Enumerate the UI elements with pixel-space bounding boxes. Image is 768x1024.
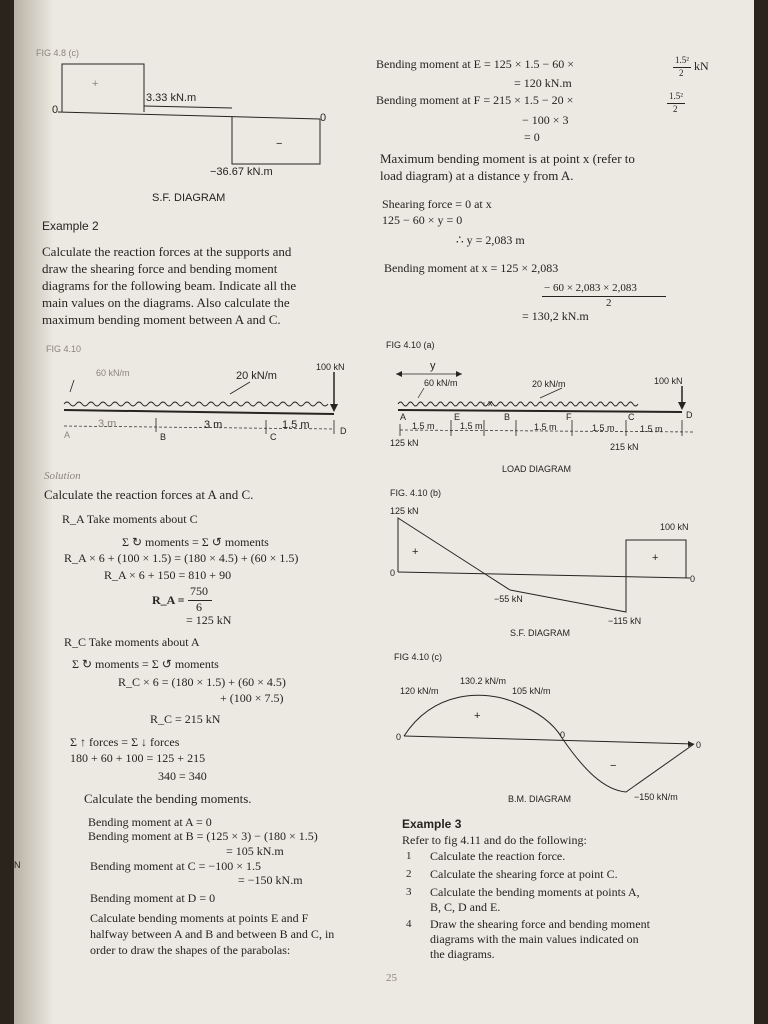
load-y-label: y — [430, 360, 436, 372]
point-label-c: C — [270, 432, 277, 442]
solution-intro: Calculate the reaction forces at A and C. — [44, 487, 254, 502]
frac-den: 6 — [196, 600, 202, 614]
dim-label: 1.5 m — [534, 422, 557, 432]
frac-den: 2 — [673, 104, 678, 114]
point-load-label: 100 kN — [316, 362, 345, 372]
sol-line: R_C × 6 = (180 × 1.5) + (60 × 4.5) — [118, 675, 286, 689]
fig-caption: B.M. DIAGRAM — [508, 794, 572, 804]
bm-f-line: Bending moment at F = 215 × 1.5 − 20 × — [376, 93, 574, 107]
sol-line: Bending moment at B = (125 × 3) − (180 × 1.5) — [88, 829, 318, 843]
sol-line: R_A × 6 + 150 = 810 + 90 — [104, 568, 232, 582]
sf-plus: + — [92, 78, 99, 90]
dim-label: 1.5 m — [640, 424, 663, 434]
sf-plus: + — [652, 552, 659, 564]
example-line: draw the shearing force and bending moment — [42, 261, 278, 276]
sol-line: order to draw the shapes of the parabolas: — [90, 943, 291, 957]
fig-label: FIG 4.10 (c) — [394, 652, 443, 662]
point-label-e: E — [454, 412, 461, 422]
dim-label: 3 m — [98, 418, 117, 430]
sf-minus: − — [276, 138, 283, 150]
bm-e-line: Bending moment at E = 125 × 1.5 − 60 × — [376, 57, 575, 71]
frac-num: 750 — [190, 584, 208, 598]
fig-label: FIG 4.8 (c) — [36, 48, 80, 58]
udl-label: 60 kN/m — [424, 378, 458, 388]
sf-zero-left: 0 — [390, 568, 396, 578]
sf-value-2: −36.67 kN.m — [210, 166, 273, 178]
sf-value-top: 125 kN — [390, 506, 419, 516]
bm-diagram-410c — [14, 0, 754, 1024]
fig-label: FIG 4.10 (a) — [386, 340, 435, 350]
sf-value-1: 3.33 kN.m — [146, 92, 197, 104]
sf-value-b: −55 kN — [494, 594, 523, 604]
sol-line: Calculate the bending moments. — [84, 791, 252, 806]
sol-line: + (100 × 7.5) — [220, 691, 284, 705]
sf-zero-right: 0 — [690, 574, 696, 584]
example-line: diagrams for the following beam. Indicate all the — [42, 278, 297, 293]
bm-f-line2: − 100 × 3 — [522, 113, 569, 127]
sol-line: 180 + 60 + 100 = 125 + 215 — [70, 751, 206, 765]
fig-caption: S.F. DIAGRAM — [152, 192, 226, 204]
sol-line: 340 = 340 — [158, 769, 207, 783]
list-number: 1 — [406, 850, 412, 862]
max-line: load diagram) at a distance y from A. — [380, 168, 574, 183]
frac-num: − 60 × 2,083 × 2,083 — [544, 282, 637, 294]
sf-zero-right: 0 — [320, 112, 327, 124]
list-number: 4 — [406, 918, 412, 930]
reaction-c: 215 kN — [610, 442, 639, 452]
sol-line: Σ ↻ moments = Σ ↺ moments — [72, 657, 219, 671]
sol-line: R_A × 6 + (100 × 1.5) = (180 × 4.5) + (60 × 1.5) — [64, 551, 299, 565]
dim-label: 1.5 m — [282, 419, 310, 431]
fig-caption: S.F. DIAGRAM — [510, 628, 571, 638]
udl-label: 20 kN/m — [532, 379, 566, 389]
sol-line: Σ ↑ forces = Σ ↓ forces — [70, 735, 180, 749]
bmx-line: Bending moment at x = 125 × 2,083 — [384, 261, 559, 275]
point-label-f: F — [566, 412, 572, 422]
sol-line: Bending moment at A = 0 — [88, 815, 212, 829]
bm-e-result: = 120 kN.m — [514, 76, 572, 90]
list-item: Calculate the bending moments at points A, — [430, 885, 640, 899]
point-label-c: C — [628, 412, 635, 422]
sol-line: R_A = — [152, 593, 185, 607]
sol-line: Bending moment at C = −100 × 1.5 — [90, 859, 261, 873]
sol-line: = 105 kN.m — [226, 844, 284, 858]
example-heading: Example 2 — [42, 219, 99, 233]
max-line: Maximum bending moment is at point x (refer to — [380, 151, 635, 166]
sf-value-right: 100 kN — [660, 522, 689, 532]
fig-caption: LOAD DIAGRAM — [502, 464, 572, 474]
sf-line: 125 − 60 × y = 0 — [382, 213, 463, 227]
frac-den: 2 — [606, 297, 612, 309]
sol-line: R_A Take moments about C — [62, 512, 198, 526]
sol-line: Calculate bending moments at points E and F — [90, 911, 309, 925]
margin-mark: N — [14, 860, 21, 870]
sol-line: R_C = 215 kN — [150, 712, 221, 726]
example-line: Calculate the reaction forces at the supports and — [42, 244, 292, 259]
sf-value-c: −115 kN — [608, 616, 642, 626]
fig-label: FIG 4.10 — [46, 344, 82, 354]
point-label-a: A — [64, 430, 71, 440]
point-label-b: B — [160, 432, 167, 442]
point-label-a: A — [400, 412, 407, 422]
point-load-label: 100 kN — [654, 376, 683, 386]
bm-value-1: 120 kN/m — [400, 686, 439, 696]
list-item: diagrams with the main values indicated on — [430, 932, 639, 946]
example-line: main values on the diagrams. Also calculate the — [42, 295, 290, 310]
point-label-d: D — [340, 426, 347, 436]
page-number: 25 — [386, 972, 397, 984]
bm-value-4: −150 kN/m — [634, 792, 678, 802]
list-item: the diagrams. — [430, 947, 495, 961]
sf-line: Shearing force = 0 at x — [382, 197, 492, 211]
frac-num: 1.5² — [669, 91, 683, 101]
textbook-page — [14, 0, 754, 1024]
reaction-a: 125 kN — [390, 438, 419, 448]
example-heading: Example 3 — [402, 817, 462, 831]
dim-label: 1.5 m — [412, 421, 435, 431]
list-item: B, C, D and E. — [430, 900, 501, 914]
bm-e-unit: kN — [694, 59, 709, 73]
point-label-d: D — [686, 410, 693, 420]
sf-line: ∴ y = 2,083 m — [456, 233, 525, 247]
example-intro: Refer to fig 4.11 and do the following: — [402, 833, 587, 847]
udl-label: 20 kN/m — [236, 370, 277, 382]
sf-plus: + — [412, 546, 419, 558]
sol-line: R_C Take moments about A — [64, 635, 200, 649]
udl-label: 60 kN/m — [96, 368, 130, 378]
sol-line: = −150 kN.m — [238, 873, 303, 887]
list-number: 2 — [406, 868, 412, 880]
list-item: Calculate the reaction force. — [430, 849, 566, 863]
solution-heading: Solution — [44, 470, 81, 482]
list-number: 3 — [406, 886, 412, 898]
bm-value-2: 130.2 kN/m — [460, 676, 507, 686]
sol-line: halfway between A and B and between B and C, in — [90, 927, 335, 941]
dim-label: 1.5 m — [592, 423, 615, 433]
bm-plus: + — [474, 710, 481, 722]
load-x-label: x — [488, 398, 493, 408]
bmx-line: = 130,2 kN.m — [522, 309, 589, 323]
bm-value-3: 105 kN/m — [512, 686, 551, 696]
frac-num: 1.5² — [675, 55, 689, 65]
dim-label: 1.5 m — [460, 421, 483, 431]
dim-label: 3 m — [204, 419, 223, 431]
fig-label: FIG. 4.10 (b) — [390, 488, 442, 498]
list-item: Calculate the shearing force at point C. — [430, 867, 618, 881]
list-item: Draw the shearing force and bending moment — [430, 917, 650, 931]
sf-zero-left: 0 — [52, 104, 59, 116]
example-line: maximum bending moment between A and C. — [42, 312, 281, 327]
bm-zero-left: 0 — [396, 732, 402, 742]
bm-zero-mid: 0 — [560, 730, 566, 740]
bm-f-result: = 0 — [524, 130, 540, 144]
bm-zero-right: 0 — [696, 740, 702, 750]
frac-den: 2 — [679, 68, 684, 78]
point-label-b: B — [504, 412, 511, 422]
bm-minus: − — [610, 760, 617, 772]
sol-line: = 125 kN — [186, 613, 232, 627]
sol-line: Bending moment at D = 0 — [90, 891, 216, 905]
sol-line: Σ ↻ moments = Σ ↺ moments — [122, 535, 269, 549]
